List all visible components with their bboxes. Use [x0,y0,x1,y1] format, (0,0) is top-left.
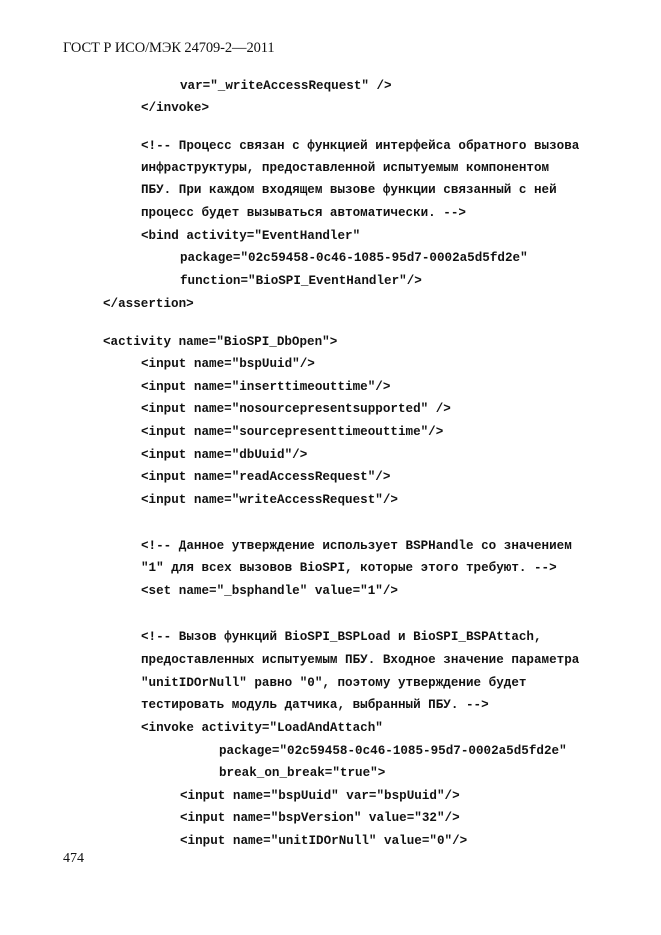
code-line: package="02c59458-0c46-1085-95d7-0002a5d5fd2e" [180,251,528,265]
code-line: function="BioSPI_EventHandler"/> [180,274,422,288]
code-line: <input name="nosourcepresentsupported" /> [141,402,451,416]
code-line: <bind activity="EventHandler" [141,229,361,243]
page-number: 474 [63,851,84,866]
code-line: <input name="bspVersion" value="32"/> [180,811,460,825]
code-comment-line: "1" для всех вызовов BioSPI, которые этого требуют. --> [141,561,557,575]
code-line: <activity name="BioSPI_DbOpen"> [103,335,338,349]
code-comment-line: предоставленных испытуемым ПБУ. Входное значение параметра [141,653,580,667]
code-comment-line: процесс будет вызываться автоматически. --> [141,206,466,220]
code-comment-line: "unitIDOrNull" равно "0", поэтому утверждение будет [141,676,527,690]
code-line: <input name="inserttimeouttime"/> [141,380,391,394]
code-line: var="_writeAccessRequest" /> [180,79,392,93]
code-line: <invoke activity="LoadAndAttach" [141,721,383,735]
code-comment-line: ПБУ. При каждом входящем вызове функции связанный с ней [141,183,557,197]
code-line: break_on_break="true"> [219,766,386,780]
code-line: <input name="bspUuid"/> [141,357,315,371]
code-line: <input name="writeAccessRequest"/> [141,493,398,507]
code-line: <set name="_bsphandle" value="1"/> [141,584,398,598]
code-line: <input name="dbUuid"/> [141,448,308,462]
code-line: <input name="unitIDOrNull" value="0"/> [180,834,468,848]
document-header-standard-id: ГОСТ Р ИСО/МЭК 24709-2—2011 [63,40,275,56]
code-line: </invoke> [141,101,210,115]
code-line: <input name="sourcepresenttimeouttime"/> [141,425,444,439]
code-line: <input name="readAccessRequest"/> [141,470,391,484]
code-line: </assertion> [103,297,194,311]
code-comment-line: <!-- Вызов функций BioSPI_BSPLoad и BioSPI_BSPAttach, [141,630,542,644]
code-comment-line: тестировать модуль датчика, выбранный ПБУ. --> [141,698,489,712]
code-line: package="02c59458-0c46-1085-95d7-0002a5d5fd2e" [219,744,567,758]
code-comment-line: <!-- Процесс связан с функцией интерфейса обратного вызова [141,139,580,153]
code-comment-line: <!-- Данное утверждение использует BSPHandle со значением [141,539,572,553]
code-line: <input name="bspUuid" var="bspUuid"/> [180,789,460,803]
code-comment-line: инфраструктуры, предоставленной испытуемым компонентом [141,161,550,175]
